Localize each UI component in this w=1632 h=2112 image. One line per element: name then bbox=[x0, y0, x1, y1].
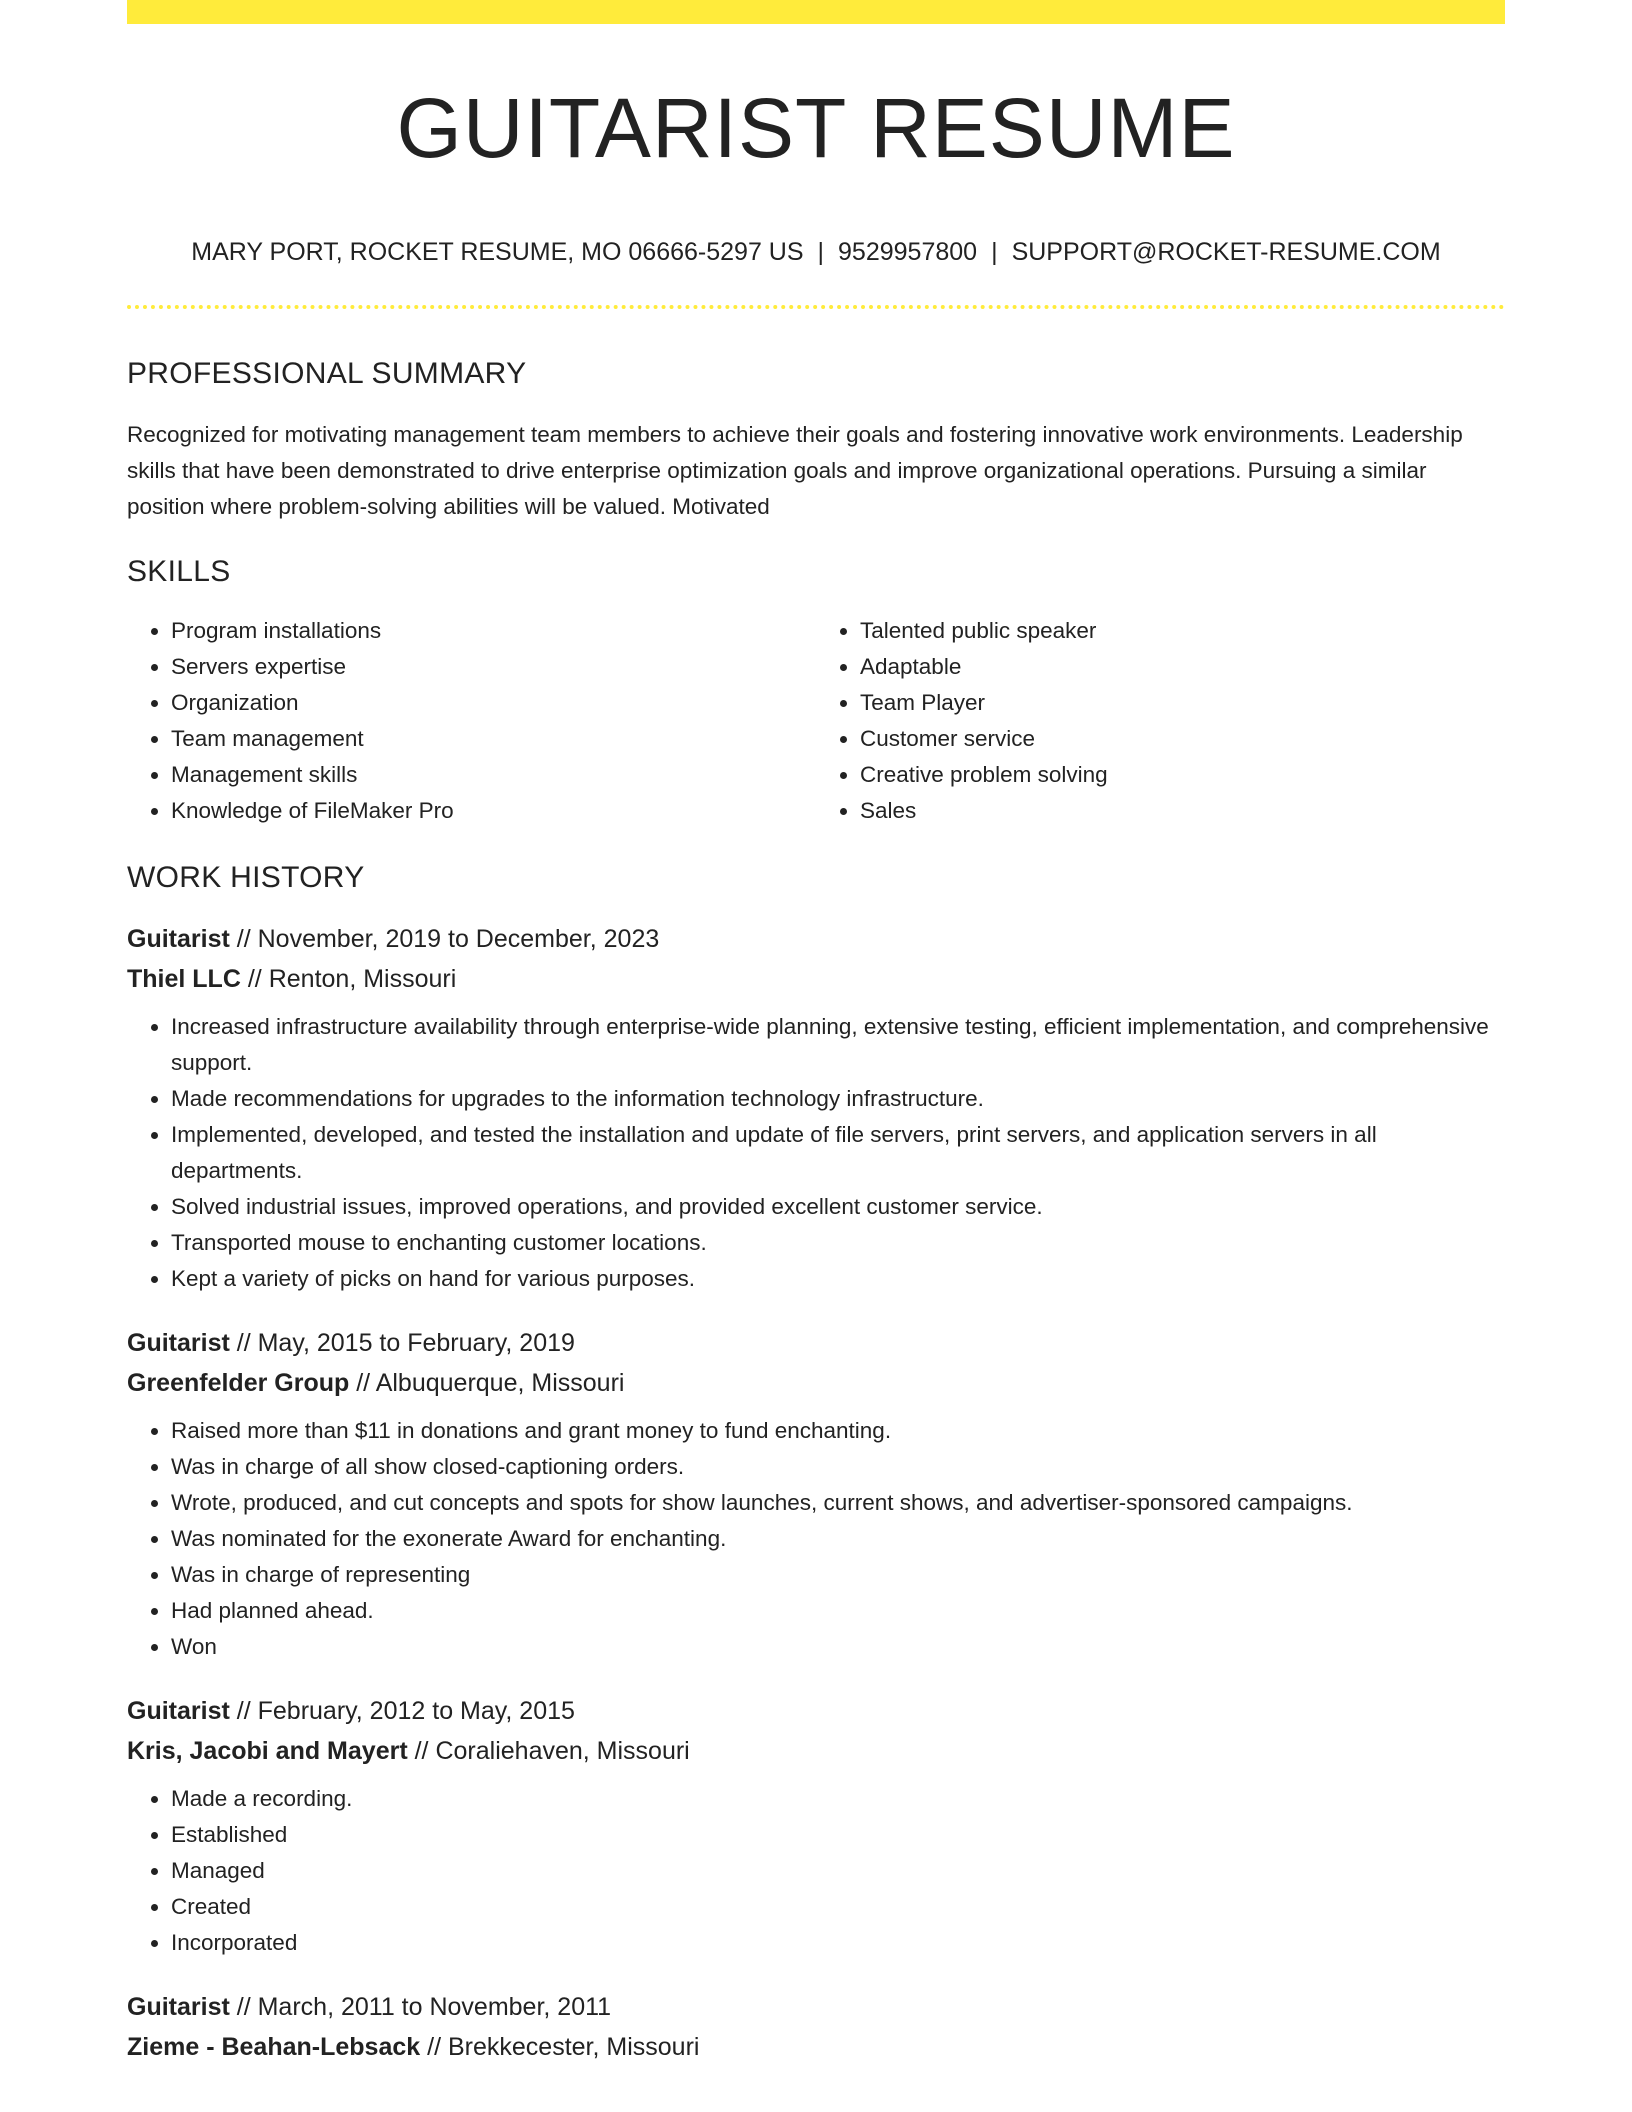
job-separator: // bbox=[236, 1697, 251, 1726]
skill-item: • Team management bbox=[171, 721, 816, 757]
job-separator: // bbox=[236, 1329, 251, 1358]
job-title-line bbox=[127, 1323, 1505, 1363]
job-bullet: • Established bbox=[171, 1817, 1505, 1853]
job-dates: March, 2011 to November, 2011 bbox=[257, 1993, 612, 2022]
job-title-line bbox=[127, 1987, 1505, 2027]
skill-item: • Organization bbox=[171, 685, 816, 721]
skills-list-left bbox=[127, 613, 816, 829]
skills-heading: SKILLS bbox=[127, 555, 231, 589]
job-bullet: • Was in charge of all show closed-captioning orders. bbox=[171, 1449, 1505, 1485]
summary-text: Recognized for motivating management team members to achieve their goals and fostering innovative work environments. Leadership skills that have been demonstrated to drive enterprise optimization goals and improve organizational operations. Pursuing a similar position where problem-solving abilities will be valued. Motivated bbox=[127, 422, 1463, 520]
job-company-line bbox=[127, 2027, 1505, 2067]
summary-heading: PROFESSIONAL SUMMARY bbox=[127, 357, 527, 391]
work-history-heading: WORK HISTORY bbox=[127, 861, 365, 895]
skill-item: • Adaptable bbox=[860, 649, 1505, 685]
skill-item: • Talented public speaker bbox=[860, 613, 1505, 649]
job-company: Zieme - Beahan-Lebsack bbox=[127, 2033, 421, 2062]
resume-page bbox=[127, 0, 1505, 2067]
skills-list-right bbox=[816, 613, 1505, 829]
job-location: Coraliehaven, Missouri bbox=[435, 1737, 690, 1766]
job-bullet: • Was nominated for the exonerate Award for enchanting. bbox=[171, 1521, 1505, 1557]
job-bullet: • Implemented, developed, and tested the installation and update of file servers, print servers, and application servers in all departments. bbox=[171, 1117, 1505, 1189]
skill-item: • Customer service bbox=[860, 721, 1505, 757]
job-title: Guitarist bbox=[127, 1329, 230, 1358]
job-bullet: • Was in charge of representing bbox=[171, 1557, 1505, 1593]
job-title: Guitarist bbox=[127, 1993, 230, 2022]
top-accent-bar bbox=[127, 0, 1505, 24]
skill-item: • Creative problem solving bbox=[860, 757, 1505, 793]
job-separator: // bbox=[427, 2033, 442, 2062]
job-bullet: • Managed bbox=[171, 1853, 1505, 1889]
job-separator: // bbox=[236, 925, 251, 954]
job-bullets bbox=[127, 1009, 1505, 1297]
skill-item: • Sales bbox=[860, 793, 1505, 829]
contact-address: MARY PORT, ROCKET RESUME, MO 06666-5297 US bbox=[191, 238, 804, 267]
contact-separator: | bbox=[817, 238, 825, 267]
skills-columns bbox=[127, 613, 1505, 829]
job-bullet: • Kept a variety of picks on hand for various purposes. bbox=[171, 1261, 1505, 1297]
job-company: Kris, Jacobi and Mayert bbox=[127, 1737, 408, 1766]
skill-item: • Program installations bbox=[171, 613, 816, 649]
job-bullet: • Won bbox=[171, 1629, 1505, 1665]
job-title-line bbox=[127, 919, 1505, 959]
job-company: Greenfelder Group bbox=[127, 1369, 350, 1398]
contact-line bbox=[127, 238, 1505, 267]
job-bullet: • Incorporated bbox=[171, 1925, 1505, 1961]
contact-separator: | bbox=[991, 238, 998, 267]
skill-item: • Servers expertise bbox=[171, 649, 816, 685]
job-entry bbox=[127, 1987, 1505, 2067]
job-dates: February, 2012 to May, 2015 bbox=[257, 1697, 575, 1726]
skill-item: • Team Player bbox=[860, 685, 1505, 721]
job-dates: November, 2019 to December, 2023 bbox=[257, 925, 660, 954]
job-bullet: • Wrote, produced, and cut concepts and spots for show launches, current shows, and advertiser-sponsored campaigns. bbox=[171, 1485, 1505, 1521]
job-bullet: • Created bbox=[171, 1889, 1505, 1925]
job-location: Renton, Missouri bbox=[268, 965, 457, 994]
job-entry bbox=[127, 1323, 1505, 1665]
contact-phone: 9529957800 bbox=[838, 238, 978, 267]
job-company-line bbox=[127, 1363, 1505, 1403]
job-dates: May, 2015 to February, 2019 bbox=[257, 1329, 575, 1358]
job-separator: // bbox=[236, 1993, 251, 2022]
job-company-line bbox=[127, 959, 1505, 999]
contact-email: SUPPORT@ROCKET-RESUME.COM bbox=[1011, 238, 1441, 267]
job-bullet: • Transported mouse to enchanting customer locations. bbox=[171, 1225, 1505, 1261]
job-bullet: • Increased infrastructure availability through enterprise-wide planning, extensive testing, efficient implementation, and comprehensive support. bbox=[171, 1009, 1505, 1081]
resume-title: GUITARIST RESUME bbox=[396, 81, 1236, 175]
job-location: Albuquerque, Missouri bbox=[375, 1369, 625, 1398]
job-bullets bbox=[127, 1781, 1505, 1961]
job-company-line bbox=[127, 1731, 1505, 1771]
job-bullet: • Made recommendations for upgrades to the information technology infrastructure. bbox=[171, 1081, 1505, 1117]
job-entry bbox=[127, 919, 1505, 1297]
job-bullet: • Solved industrial issues, improved operations, and provided excellent customer service. bbox=[171, 1189, 1505, 1225]
job-bullet: • Had planned ahead. bbox=[171, 1593, 1505, 1629]
header-divider bbox=[127, 305, 1505, 309]
job-bullets bbox=[127, 1413, 1505, 1665]
job-bullet: • Raised more than $11 in donations and grant money to fund enchanting. bbox=[171, 1413, 1505, 1449]
skill-item: • Knowledge of FileMaker Pro bbox=[171, 793, 816, 829]
job-title: Guitarist bbox=[127, 925, 230, 954]
job-location: Brekkecester, Missouri bbox=[447, 2033, 700, 2062]
job-separator: // bbox=[356, 1369, 371, 1398]
job-title: Guitarist bbox=[127, 1697, 230, 1726]
job-bullet: • Made a recording. bbox=[171, 1781, 1505, 1817]
job-entry bbox=[127, 1691, 1505, 1961]
skill-item: • Management skills bbox=[171, 757, 816, 793]
job-title-line bbox=[127, 1691, 1505, 1731]
job-separator: // bbox=[247, 965, 262, 994]
job-separator: // bbox=[414, 1737, 429, 1766]
job-company: Thiel LLC bbox=[127, 965, 241, 994]
